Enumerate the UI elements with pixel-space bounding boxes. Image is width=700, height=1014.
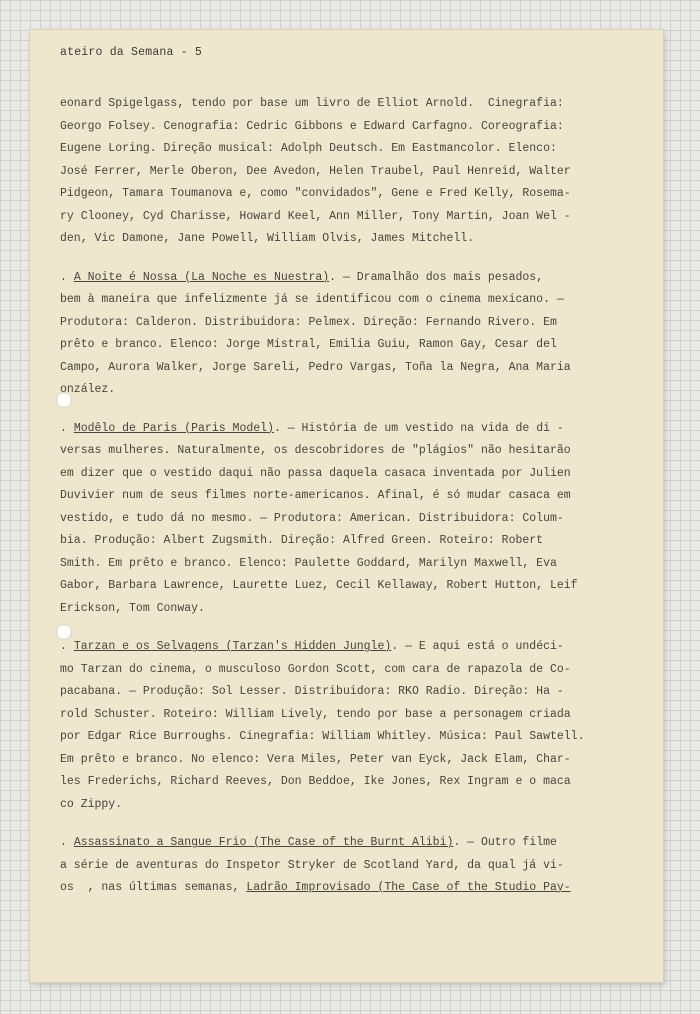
- text-line: em dizer que o vestido daqui não passa daquela casaca inventada por Julien: [60, 466, 571, 480]
- text-line: José Ferrer, Merle Oberon, Dee Avedon, Helen Traubel, Paul Henreid, Walter: [60, 164, 571, 178]
- text-line: ry Clooney, Cyd Charisse, Howard Keel, Ann Miller, Tony Martin, Joan Wel -: [60, 209, 571, 223]
- text-line: Eugene Loring. Direção musical: Adolph Deutsch. Em Eastmancolor. Elenco:: [60, 142, 557, 155]
- text-line: Produtora: Calderon. Distribuidora: Pelmex. Direção: Fernando Rivero. Em: [60, 315, 557, 329]
- text-line: Pidgeon, Tamara Toumanova e, como "convidados", Gene e Fred Kelly, Rosema-: [60, 187, 571, 200]
- film-title: A Noite é Nossa (La Noche es Nuestra): [73, 270, 330, 284]
- text-fragment: os , nas últimas semanas,: [60, 881, 247, 894]
- text-line: . Tarzan e os Selvagens (Tarzan's Hidden Jungle). — E aqui está o undéci-: [60, 640, 564, 653]
- text-line: Em prêto e branco. No elenco: Vera Miles, Peter van Eyck, Jack Elam, Char-: [60, 752, 571, 766]
- paragraph-assassinato: [60, 832, 638, 900]
- text-line: vestido, e tudo dá no mesmo. — Produtora: American. Distribuidora: Colum-: [60, 511, 564, 525]
- text-line: onzález.: [60, 383, 116, 396]
- text-line: Gabor, Barbara Lawrence, Laurette Luez, Cecil Kellaway, Robert Hutton, Leif: [60, 579, 578, 592]
- paragraph-credits: [60, 93, 638, 251]
- text-fragment: . — Dramalhão dos mais pesados,: [329, 270, 544, 284]
- paragraph-tarzan: [60, 636, 638, 816]
- film-title: Assassinato a Sangue Frio (The Case of the Burnt Alibi): [73, 836, 454, 849]
- text-line: Erickson, Tom Conway.: [60, 601, 205, 615]
- text-line: versas mulheres. Naturalmente, os descobridores de "plágios" não hesitarão: [60, 444, 571, 457]
- text-line: pacabana. — Produção: Sol Lesser. Distribuidora: RKO Radio. Direção: Ha -: [60, 685, 564, 698]
- film-title: Ladrão Improvisado (The Case of the Studio Pay-: [246, 881, 571, 894]
- text-line: [60, 877, 638, 900]
- text-line: por Edgar Rice Burroughs. Cinegrafia: William Whitley. Música: Paul Sawtell.: [60, 730, 585, 743]
- text-line: a série de aventuras do Inspetor Stryker de Scotland Yard, da qual já vi-: [60, 858, 564, 872]
- text-line: mo Tarzan do cinema, o musculoso Gordon Scott, com cara de rapazola de Co-: [60, 662, 571, 676]
- film-title: Tarzan e os Selvagens (Tarzan's Hidden Jungle): [73, 640, 392, 653]
- typewritten-page: [30, 30, 663, 982]
- paragraph-a-noite-e-nossa: [60, 267, 638, 402]
- text-line: Duvivier num de seus filmes norte-americanos. Afinal, é só mudar casaca em: [60, 489, 571, 502]
- text-line: Georgo Folsey. Cenografia: Cedric Gibbons e Edward Carfagno. Coreografia:: [60, 119, 564, 133]
- paragraph-modelo-de-paris: [60, 418, 638, 621]
- text-line: . Assassinato a Sangue Frio (The Case of the Burnt Alibi). — Outro filme: [60, 836, 557, 849]
- text-line: den, Vic Damone, Jane Powell, William Olvis, James Mitchell.: [60, 232, 475, 245]
- text-line: Smith. Em prêto e branco. Elenco: Paulette Goddard, Marilyn Maxwell, Eva: [60, 556, 557, 570]
- text-fragment: . — Outro filme: [453, 836, 557, 849]
- text-line: eonard Spigelgass, tendo por base um livro de Elliot Arnold. Cinegrafia:: [60, 97, 564, 110]
- text-fragment: . — História de um vestido na vida de di -: [273, 421, 564, 435]
- text-line: prêto e branco. Elenco: Jorge Mistral, Emilia Guiu, Ramon Gay, Cesar del: [60, 338, 557, 351]
- text-line: Campo, Aurora Walker, Jorge Sareli, Pedro Vargas, Toña la Negra, Ana Maria: [60, 360, 571, 374]
- text-line: les Frederichs, Richard Reeves, Don Beddoe, Ike Jones, Rex Ingram e o maca: [60, 775, 571, 788]
- text-line: bem à maneira que infelizmente já se identificou com o cinema mexicano. —: [60, 293, 564, 306]
- text-line: co Zippy.: [60, 797, 123, 811]
- page-header: ateiro da Semana - 5: [60, 46, 203, 59]
- text-line: bia. Produção: Albert Zugsmith. Direção: Alfred Green. Roteiro: Robert: [60, 534, 544, 547]
- text-line: . Modêlo de Paris (Paris Model). — História de um vestido na vida de di -: [60, 421, 564, 435]
- text-line: . A Noite é Nossa (La Noche es Nuestra). — Dramalhão dos mais pesados,: [60, 270, 544, 284]
- text-line: rold Schuster. Roteiro: William Lively, tendo por base a personagem criada: [60, 707, 571, 721]
- document-body: [60, 93, 638, 916]
- text-fragment: . — E aqui está o undéci-: [391, 640, 564, 653]
- film-title: Modêlo de Paris (Paris Model): [73, 421, 274, 435]
